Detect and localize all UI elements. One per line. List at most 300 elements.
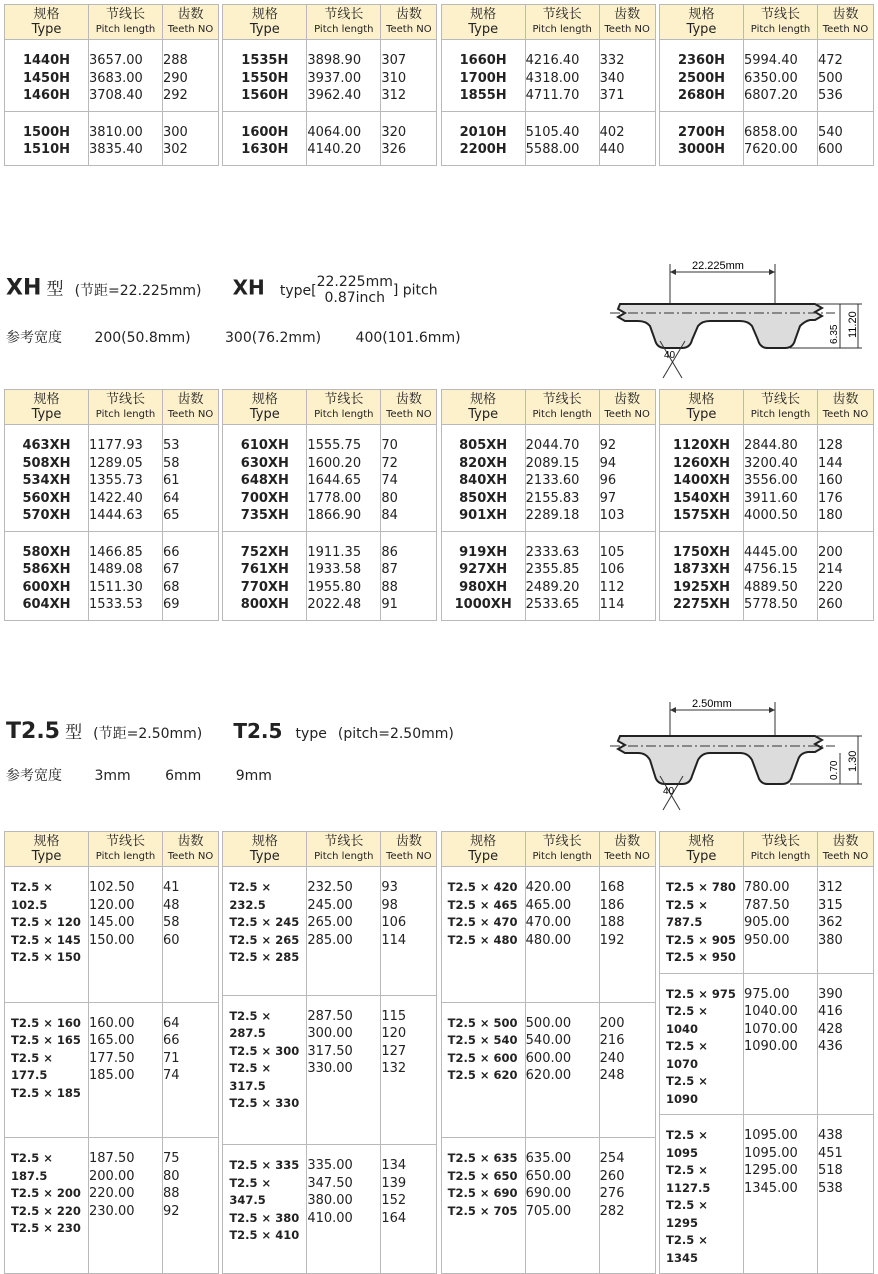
- table-cell-value: 770XH: [240, 579, 289, 595]
- teeth-header: 齿数 Teeth NO: [163, 832, 219, 867]
- table-cell-value: 820XH: [459, 455, 508, 471]
- pitch-length-cell: [89, 1002, 163, 1138]
- table-cell-value: 2489.20: [525, 579, 580, 595]
- table-cell-value: 463XH: [22, 438, 71, 453]
- teeth-header: 齿数 Teeth NO: [381, 832, 437, 867]
- table-cell-value: T2.5 × 500: [447, 1015, 518, 1030]
- table-cell-value: 145.00: [89, 915, 135, 930]
- table-row-group: [5, 531, 219, 620]
- table-cell-value: 91: [381, 597, 398, 612]
- belt-table: [659, 831, 874, 1274]
- table-cell-value: 220: [817, 579, 843, 595]
- table-cell-value: 72: [381, 455, 398, 471]
- teeth-cell: [381, 1145, 437, 1274]
- table-cell-value: 88: [163, 1186, 180, 1202]
- table-cell-value: 132: [381, 1061, 407, 1077]
- type-header: 规格 Type: [659, 5, 743, 40]
- table-cell-value: T2.5 × 950: [665, 950, 736, 964]
- table-cell-value: 200: [599, 1015, 625, 1031]
- teeth-header: 齿数 Teeth NO: [817, 832, 873, 867]
- length-header: 节线长 Pitch length: [307, 5, 381, 40]
- table-cell-value: 6350.00: [743, 70, 798, 86]
- table-cell-value: 1400XH: [672, 473, 731, 488]
- table-cell-value: 1095.00: [743, 1145, 798, 1161]
- table-cell-value: 600.00: [525, 1050, 572, 1066]
- table-cell-value: 5588.00: [525, 142, 580, 157]
- table-row-group: [441, 867, 655, 1003]
- table-cell-value: T2.5 × 177.5: [11, 1050, 53, 1083]
- table-cell-value: 65: [163, 508, 180, 523]
- table-cell-value: 160: [817, 473, 843, 488]
- table-row-group: [441, 1002, 655, 1138]
- teeth-cell: [163, 111, 219, 165]
- table-cell-value: 1644.65: [307, 473, 362, 488]
- length-header: 节线长 Pitch length: [743, 5, 817, 40]
- t25-tooth-profile-diagram: [600, 698, 870, 813]
- table-header-row: [659, 5, 873, 40]
- table-cell-value: 1422.40: [89, 490, 143, 506]
- xh-dim-angle: 40: [664, 350, 676, 361]
- xh-width-row: [6, 327, 491, 347]
- table-row-group: [659, 973, 873, 1115]
- table-cell-value: 480.00: [525, 932, 572, 948]
- table-cell-value: 248: [599, 1068, 625, 1084]
- xh-width-3: 400(101.6mm): [355, 330, 461, 346]
- table-cell-value: 120: [381, 1026, 407, 1042]
- teeth-header: 齿数 Teeth NO: [163, 390, 219, 425]
- type-cell: [5, 40, 89, 112]
- table-cell-value: 2700H: [677, 124, 726, 140]
- table-cell-value: 919XH: [459, 544, 508, 560]
- table-cell-value: T2.5 × 285: [229, 950, 300, 964]
- table-row-group: [5, 1002, 219, 1138]
- table-cell-value: 901XH: [459, 508, 508, 523]
- table-cell-value: T2.5 × 470: [447, 915, 518, 929]
- length-header: 节线长 Pitch length: [89, 5, 163, 40]
- table-cell-value: 2200H: [459, 142, 507, 157]
- xh-frac-top: 22.225mm: [316, 274, 393, 290]
- teeth-cell: [599, 111, 655, 165]
- table-header-row: [441, 5, 655, 40]
- table-cell-value: 1550H: [241, 70, 289, 86]
- table-cell-value: 3937.00: [307, 70, 362, 86]
- table-cell-value: 1177.93: [89, 438, 143, 453]
- teeth-cell: [817, 425, 873, 532]
- length-header: 节线长 Pitch length: [89, 832, 163, 867]
- table-row-group: [659, 425, 873, 532]
- table-cell-value: T2.5 × 1070: [665, 1039, 708, 1071]
- xh-pitch-zh: (节距=22.225mm): [74, 282, 202, 299]
- table-cell-value: 1510H: [22, 142, 71, 157]
- type-cell: [441, 1138, 525, 1274]
- table-cell-value: 48: [163, 897, 180, 913]
- type-cell: [5, 1138, 89, 1274]
- table-cell-value: 3000H: [677, 142, 726, 157]
- pitch-length-cell: [525, 531, 599, 620]
- table-cell-value: T2.5 × 465: [447, 897, 518, 912]
- teeth-cell: [381, 995, 437, 1145]
- table-cell-value: 840XH: [459, 473, 508, 488]
- table-cell-value: 220.00: [89, 1186, 135, 1202]
- table-cell-value: 508XH: [22, 455, 71, 471]
- teeth-cell: [163, 531, 219, 620]
- pitch-length-cell: [89, 867, 163, 1003]
- table-cell-value: T2.5 × 480: [447, 932, 518, 947]
- table-cell-value: 805XH: [459, 438, 508, 453]
- teeth-cell: [817, 867, 873, 974]
- table-cell-value: 1289.05: [89, 455, 143, 471]
- type-header: 规格 Type: [441, 390, 525, 425]
- table-cell-value: 705.00: [525, 1203, 572, 1219]
- type-cell: [659, 111, 743, 165]
- table-row-group: [441, 531, 655, 620]
- table-cell-value: 2155.83: [525, 490, 580, 506]
- table-cell-value: 3835.40: [89, 142, 143, 157]
- table-cell-value: 105: [599, 544, 625, 560]
- table-cell-value: T2.5 × 245: [229, 915, 300, 929]
- table-cell-value: 428: [817, 1021, 843, 1037]
- table-row-group: [223, 867, 437, 996]
- teeth-cell: [599, 425, 655, 532]
- table-row-group: [5, 111, 219, 165]
- table-cell-value: T2.5 × 145: [11, 932, 81, 947]
- table-cell-value: 416: [817, 1004, 843, 1019]
- table-cell-value: 160.00: [89, 1015, 135, 1031]
- table-cell-value: T2.5 × 600: [447, 1050, 518, 1065]
- t25-width-label: 参考宽度: [6, 768, 62, 784]
- xh-frac-bottom: 0.87inch: [324, 290, 385, 306]
- type-cell: [5, 531, 89, 620]
- table-cell-value: 61: [163, 473, 180, 488]
- table-cell-value: 64: [163, 490, 180, 506]
- belt-table: [4, 831, 219, 1274]
- table-cell-value: 5994.40: [743, 53, 798, 68]
- table-cell-value: T2.5 × 185: [11, 1085, 81, 1100]
- table-cell-value: 371: [599, 88, 625, 103]
- type-cell: [223, 995, 307, 1145]
- table-row-group: [659, 1115, 873, 1274]
- belt-table: [4, 4, 219, 166]
- pitch-length-cell: [743, 531, 817, 620]
- t25-pitch-zh: (节距=2.50mm): [93, 726, 203, 742]
- table-cell-value: T2.5 × 287.5: [229, 1008, 272, 1041]
- belt-table: [222, 831, 437, 1274]
- table-cell-value: 245.00: [307, 897, 353, 913]
- table-row-group: [5, 40, 219, 112]
- table-cell-value: 1540XH: [672, 490, 731, 506]
- table-cell-value: 330.00: [307, 1061, 353, 1077]
- table-cell-value: 604XH: [22, 597, 71, 612]
- table-row-group: [5, 425, 219, 532]
- table-cell-value: 690.00: [525, 1186, 572, 1202]
- t25-width-3: 9mm: [235, 768, 272, 784]
- teeth-header: 齿数 Teeth NO: [817, 5, 873, 40]
- table-cell-value: 735XH: [240, 508, 289, 523]
- table-cell-value: 58: [163, 915, 180, 930]
- table-cell-value: 2500H: [677, 70, 726, 86]
- table-cell-value: 800XH: [240, 597, 289, 612]
- teeth-header: 齿数 Teeth NO: [381, 5, 437, 40]
- table-cell-value: 80: [163, 1168, 180, 1184]
- table-cell-value: 326: [381, 142, 407, 157]
- belt-table: [222, 4, 437, 166]
- type-cell: [5, 1002, 89, 1138]
- table-cell-value: 265.00: [307, 915, 353, 930]
- table-cell-value: T2.5 × 1040: [665, 1004, 708, 1036]
- table-cell-value: 307: [381, 53, 407, 68]
- table-cell-value: 438: [817, 1128, 843, 1143]
- table-cell-value: 1000XH: [454, 597, 512, 612]
- table-cell-value: 1933.58: [307, 562, 362, 577]
- teeth-cell: [381, 111, 437, 165]
- xh-dim-tooth: 6.35: [829, 324, 840, 344]
- table-cell-value: 1600H: [241, 124, 289, 140]
- xh-type-word: type[: [279, 282, 317, 299]
- table-cell-value: 380: [817, 932, 843, 948]
- table-cell-value: 950.00: [743, 932, 790, 948]
- pitch-length-cell: [525, 1138, 599, 1274]
- pitch-length-cell: [743, 111, 817, 165]
- teeth-header: 齿数 Teeth NO: [817, 390, 873, 425]
- table-cell-value: 1560H: [241, 88, 289, 103]
- table-cell-value: 80: [381, 490, 398, 506]
- table-cell-value: 780.00: [743, 880, 790, 895]
- teeth-cell: [381, 40, 437, 112]
- table-cell-value: 1866.90: [307, 508, 362, 523]
- table-cell-value: 127: [381, 1043, 407, 1059]
- table-cell-value: 68: [163, 579, 180, 595]
- table-cell-value: T2.5 × 165: [11, 1033, 81, 1048]
- table-cell-value: 254: [599, 1151, 625, 1167]
- type-cell: [223, 867, 307, 996]
- table-cell-value: 103: [599, 508, 625, 523]
- table-cell-value: 761XH: [240, 562, 289, 577]
- type-header: 规格 Type: [5, 5, 89, 40]
- xh-width-2: 300(76.2mm): [225, 330, 322, 346]
- table-cell-value: 402: [599, 124, 625, 140]
- table-cell-value: 66: [163, 1033, 180, 1049]
- table-cell-value: T2.5 × 1090: [665, 1074, 708, 1106]
- table-cell-value: 752XH: [240, 544, 289, 560]
- table-cell-value: 586XH: [22, 562, 71, 577]
- table-cell-value: 180: [817, 508, 843, 523]
- table-cell-value: 310: [381, 70, 407, 86]
- table-header-row: [223, 5, 437, 40]
- table-cell-value: 176: [817, 490, 843, 506]
- table-cell-value: 3911.60: [743, 490, 798, 506]
- table-header-row: [5, 5, 219, 40]
- xh-width-1: 200(50.8mm): [94, 330, 191, 346]
- table-cell-value: 115: [381, 1008, 407, 1024]
- type-cell: [5, 425, 89, 532]
- teeth-cell: [163, 1002, 219, 1138]
- table-cell-value: 927XH: [459, 562, 508, 577]
- table-cell-value: 1090.00: [743, 1039, 798, 1054]
- table-cell-value: 1040.00: [743, 1004, 798, 1019]
- table-cell-value: 139: [381, 1175, 407, 1191]
- table-cell-value: T2.5 × 220: [11, 1203, 81, 1218]
- type-cell: [5, 111, 89, 165]
- teeth-cell: [599, 531, 655, 620]
- table-cell-value: 6807.20: [743, 88, 798, 103]
- table-row-group: [223, 1145, 437, 1274]
- table-cell-value: 53: [163, 438, 180, 453]
- pitch-length-cell: [743, 973, 817, 1115]
- table-cell-value: 64: [163, 1015, 180, 1031]
- table-row-group: [223, 995, 437, 1145]
- table-row-group: [659, 867, 873, 974]
- type-header: 规格 Type: [5, 832, 89, 867]
- table-cell-value: 580XH: [22, 544, 71, 560]
- table-cell-value: 2289.18: [525, 508, 580, 523]
- table-cell-value: 451: [817, 1145, 843, 1161]
- teeth-cell: [599, 867, 655, 1003]
- table-cell-value: 436: [817, 1039, 843, 1054]
- table-cell-value: T2.5 × 150: [11, 950, 81, 964]
- t25-belt-tables: [4, 831, 874, 1274]
- table-cell-value: T2.5 × 187.5: [11, 1151, 53, 1183]
- table-cell-value: 2089.15: [525, 455, 580, 471]
- table-row-group: [441, 425, 655, 532]
- teeth-header: 齿数 Teeth NO: [599, 832, 655, 867]
- table-cell-value: 1095.00: [743, 1128, 798, 1143]
- table-cell-value: 1533.53: [89, 597, 143, 612]
- table-cell-value: T2.5 × 690: [447, 1186, 518, 1201]
- table-cell-value: 92: [599, 438, 617, 453]
- table-cell-value: 635.00: [525, 1151, 572, 1167]
- type-cell: [659, 531, 743, 620]
- table-cell-value: 1600.20: [307, 455, 362, 471]
- xh-title-2: XH: [232, 275, 265, 300]
- type-cell: [441, 40, 525, 112]
- type-cell: [441, 111, 525, 165]
- teeth-header: 齿数 Teeth NO: [599, 390, 655, 425]
- type-cell: [223, 111, 307, 165]
- table-cell-value: 1700H: [459, 70, 507, 86]
- table-cell-value: 276: [599, 1186, 625, 1202]
- t25-dim-height: 1.30: [847, 750, 859, 772]
- table-cell-value: 106: [599, 562, 625, 577]
- table-row-group: [5, 867, 219, 1003]
- table-cell-value: 1873XH: [672, 562, 731, 577]
- table-cell-value: T2.5 × 200: [11, 1186, 81, 1201]
- table-cell-value: 390: [817, 986, 843, 1002]
- table-cell-value: 106: [381, 915, 407, 930]
- table-cell-value: 93: [381, 880, 398, 895]
- table-cell-value: 1630H: [241, 142, 289, 157]
- table-cell-value: 128: [817, 438, 843, 453]
- belt-table: [4, 389, 219, 621]
- table-cell-value: 84: [381, 508, 398, 523]
- teeth-cell: [599, 1002, 655, 1138]
- table-cell-value: 134: [381, 1158, 407, 1174]
- table-cell-value: 98: [381, 897, 398, 913]
- table-cell-value: 3556.00: [743, 473, 798, 488]
- table-cell-value: 165.00: [89, 1033, 135, 1049]
- t25-dim-pitch: 2.50mm: [692, 698, 732, 710]
- table-cell-value: T2.5 × 330: [229, 1096, 300, 1111]
- length-header: 节线长 Pitch length: [525, 390, 599, 425]
- t25-title: T2.5: [6, 719, 60, 744]
- table-cell-value: 144: [817, 455, 843, 471]
- belt-table: [659, 389, 874, 621]
- table-cell-value: 3962.40: [307, 88, 362, 103]
- table-cell-value: 5105.40: [525, 124, 580, 140]
- table-cell-value: 1466.85: [89, 544, 143, 560]
- teeth-cell: [599, 40, 655, 112]
- xh-title-zh: 型: [46, 279, 64, 300]
- table-cell-value: 185.00: [89, 1068, 135, 1084]
- table-cell-value: 1535H: [241, 53, 289, 68]
- length-header: 节线长 Pitch length: [307, 390, 381, 425]
- table-cell-value: 214: [817, 562, 843, 577]
- table-row-group: [223, 425, 437, 532]
- table-cell-value: 200: [817, 544, 843, 560]
- table-header-row: [223, 832, 437, 867]
- length-header: 节线长 Pitch length: [743, 832, 817, 867]
- table-cell-value: 2044.70: [525, 438, 580, 453]
- type-header: 规格 Type: [223, 390, 307, 425]
- pitch-length-cell: [743, 40, 817, 112]
- table-cell-value: 610XH: [240, 438, 289, 453]
- type-cell: [659, 40, 743, 112]
- table-cell-value: 472: [817, 53, 843, 68]
- table-cell-value: 1955.80: [307, 579, 362, 595]
- table-cell-value: 69: [163, 597, 180, 612]
- table-cell-value: 1750XH: [672, 544, 731, 560]
- table-cell-value: 230.00: [89, 1203, 135, 1219]
- table-header-row: [5, 832, 219, 867]
- table-cell-value: 540: [817, 124, 843, 140]
- table-cell-value: 335.00: [307, 1158, 353, 1174]
- type-cell: [441, 867, 525, 1003]
- table-cell-value: 2360H: [677, 53, 726, 68]
- table-cell-value: T2.5 × 650: [447, 1168, 518, 1183]
- teeth-header: 齿数 Teeth NO: [599, 5, 655, 40]
- type-cell: [659, 867, 743, 974]
- xh-tooth-profile-diagram: [600, 258, 870, 383]
- xh-pitch-word: ] pitch: [392, 282, 438, 299]
- table-cell-value: 534XH: [22, 473, 71, 488]
- table-cell-value: T2.5 × 1127.5: [665, 1163, 711, 1195]
- pitch-length-cell: [89, 425, 163, 532]
- t25-width-row: [6, 765, 302, 785]
- t25-title-2: T2.5: [233, 719, 283, 743]
- table-cell-value: 850XH: [459, 490, 508, 506]
- table-cell-value: 1355.73: [89, 473, 143, 488]
- type-cell: [659, 973, 743, 1115]
- table-cell-value: T2.5 × 230: [11, 1221, 81, 1236]
- table-cell-value: 168: [599, 880, 625, 895]
- table-cell-value: 2680H: [677, 88, 726, 103]
- table-cell-value: 75: [163, 1151, 180, 1167]
- table-cell-value: T2.5 × 160: [11, 1015, 81, 1030]
- table-cell-value: 290: [163, 70, 188, 86]
- belt-table: [441, 389, 656, 621]
- table-cell-value: 620.00: [525, 1068, 572, 1084]
- table-cell-value: 177.50: [89, 1050, 135, 1066]
- table-cell-value: 600XH: [22, 579, 71, 595]
- t25-pitch-en: (pitch=2.50mm): [337, 726, 454, 742]
- t25-width-1: 3mm: [94, 768, 131, 784]
- type-cell: [5, 867, 89, 1003]
- table-cell-value: 200.00: [89, 1168, 135, 1184]
- pitch-length-cell: [525, 1002, 599, 1138]
- type-cell: [441, 531, 525, 620]
- table-cell-value: 980XH: [459, 579, 508, 595]
- table-cell-value: 71: [163, 1050, 180, 1066]
- teeth-cell: [381, 425, 437, 532]
